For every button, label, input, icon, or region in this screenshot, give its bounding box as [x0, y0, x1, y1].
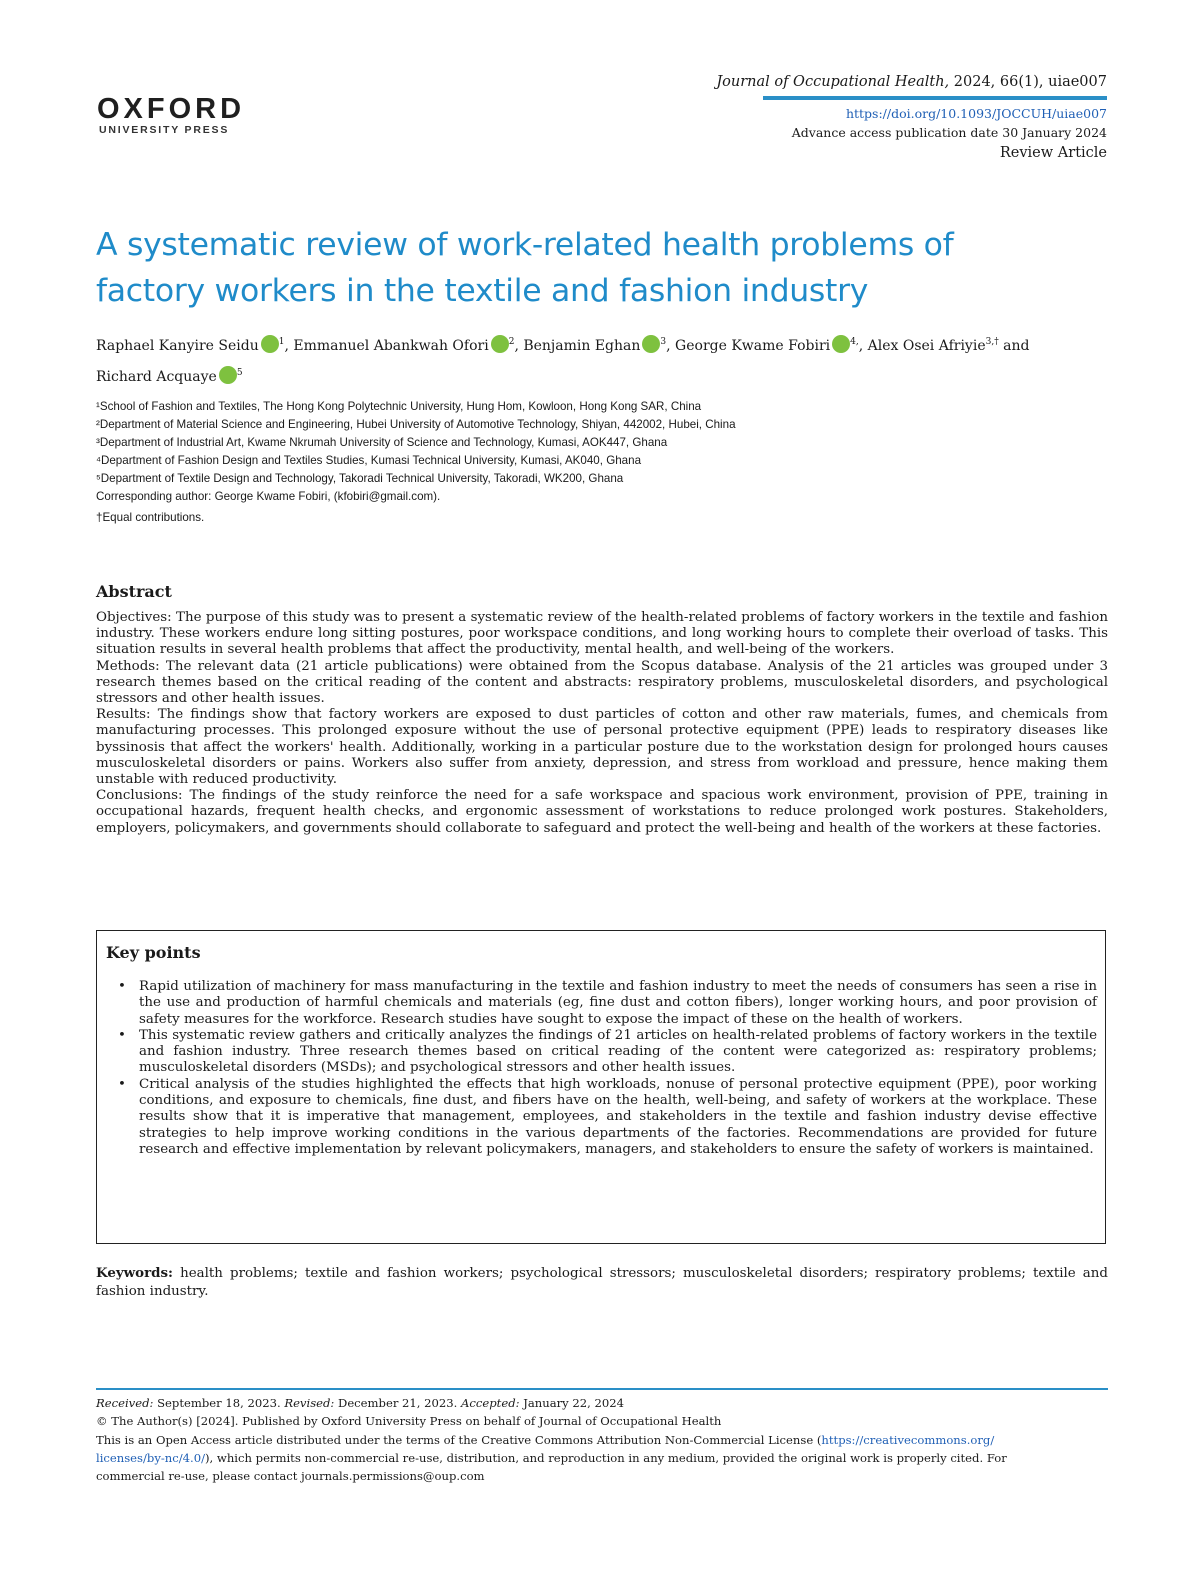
journal-volume: 2024, 66(1), uiae007 — [949, 74, 1107, 90]
conclusions-label: Conclusions: — [96, 788, 183, 804]
journal-name: Journal of Occupational Health, — [716, 74, 950, 90]
publication-date: Advance access publication date 30 January 2024 — [791, 125, 1107, 140]
affiliation-ref: 1 — [278, 337, 285, 347]
affiliation-ref: 4, — [850, 337, 859, 347]
key-point-text: This systematic review gathers and critically analyzes the findings of 21 articles on health-related problems of factory workers in the textile and fashion industry. Three research themes based on critical reading of the content were categorized as: respiratory problems; musculoskeletal disorders (MSDs); and psychological stressors and other health issues. — [139, 1027, 1097, 1076]
methods-label: Methods: — [96, 658, 160, 674]
conclusions-text: The findings of the study reinforce the need for a safe workspace and spacious work environment, provision of PPE, training in occupational hazards, frequent health checks, and ergonomic assessment of workstations to reduce prolonged work postures. Stakeholders, employers, policymakers, and governments should collaborate to safeguard and protect the well-being and health of the workers at these factories. — [96, 788, 1108, 836]
affiliation-item: ⁴Department of Fashion Design and Textiles Studies, Kumasi Technical University, Kumasi, AK040, Ghana — [96, 454, 642, 467]
author-name[interactable]: , Alex Osei Afriyie — [858, 338, 986, 354]
affiliation-ref: 3 — [660, 337, 667, 347]
key-point-item — [106, 1028, 1097, 1077]
abstract-methods — [96, 659, 1108, 708]
abstract-objectives — [96, 610, 1108, 659]
key-points-list — [106, 979, 1097, 1158]
article-type: Review Article — [999, 145, 1107, 161]
author-name[interactable]: Richard Acquaye — [96, 369, 217, 385]
publisher-logo-subtitle: UNIVERSITY PRESS — [99, 124, 230, 136]
author-name[interactable]: , Emmanuel Abankwah Ofori — [284, 338, 489, 354]
objectives-label: Objectives: — [96, 610, 172, 625]
affiliation-ref: 2 — [508, 337, 515, 347]
orcid-icon[interactable] — [642, 335, 660, 353]
key-point-item — [106, 979, 1097, 1028]
bullet-icon: • — [118, 1076, 126, 1092]
corresponding-author: Corresponding author: George Kwame Fobiri, (kfobiri@gmail.com). — [96, 490, 441, 503]
header-rule — [763, 96, 1107, 100]
license-contact: commercial re-use, please contact journals.permissions@oup.com — [96, 1469, 485, 1484]
title-line-2: factory workers in the textile and fashion industry — [96, 273, 869, 309]
affiliations — [96, 398, 1108, 527]
affiliation-item: ¹School of Fashion and Textiles, The Hong Kong Polytechnic University, Hung Hom, Kowloon, Hong Kong SAR, China — [96, 400, 702, 413]
key-points-box — [96, 930, 1106, 1244]
abstract-conclusions — [96, 788, 1108, 837]
author-conjunction: and — [998, 338, 1030, 354]
copyright: © The Author(s) [2024]. Published by Oxford University Press on behalf of Journal of Occupational Health — [96, 1414, 722, 1429]
author-name[interactable]: , Benjamin Eghan — [514, 338, 641, 354]
abstract-body — [96, 610, 1108, 837]
bullet-icon: • — [118, 979, 126, 994]
license-text: This is an Open Access article distributed under the terms of the Creative Commons Attribution Non-Commercial License ( — [96, 1432, 822, 1447]
affiliation-item: ⁵Department of Textile Design and Technology, Takoradi Technical University, Takoradi, WK200, Ghana — [96, 472, 624, 485]
key-point-text: Rapid utilization of machinery for mass manufacturing in the textile and fashion industry to meet the needs of consumers has seen a rise in the use and production of harmful chemicals and materials (eg, fine dust and cotton fibers), longer working hours, and poor provision of safety measures for the workforce. Research studies have sought to expose the impact of these on the health of workers. — [139, 979, 1097, 1027]
license-link-continued[interactable]: licenses/by-nc/4.0/ — [96, 1450, 206, 1465]
author-list — [96, 331, 1108, 393]
orcid-icon[interactable] — [491, 335, 509, 353]
orcid-icon[interactable] — [219, 366, 237, 384]
keywords-label: Keywords: — [96, 1265, 174, 1281]
affiliation-ref: 5 — [236, 368, 243, 378]
publisher-logo: OXFORD — [97, 93, 246, 125]
license-text-continued: ), which permits non-commercial re-use, distribution, and reproduction in any medium, provided the original work is properly cited. For — [205, 1450, 1007, 1465]
orcid-icon[interactable] — [832, 335, 850, 353]
article-title — [96, 222, 1106, 314]
key-points-heading: Key points — [106, 943, 201, 962]
bullet-icon: • — [118, 1027, 126, 1043]
revised-date: December 21, 2023. — [334, 1396, 458, 1410]
affiliation-ref: 3,† — [985, 337, 999, 347]
equal-contribution-note: †Equal contributions. — [96, 511, 205, 524]
title-line-1: A systematic review of work-related health problems of — [96, 227, 954, 263]
accepted-date: January 22, 2024 — [519, 1396, 625, 1410]
license-statement — [96, 1431, 1108, 1486]
revised-label: Revised: — [280, 1396, 335, 1410]
history-dates — [96, 1394, 1108, 1412]
received-label: Received: — [96, 1396, 154, 1410]
author-name[interactable]: Raphael Kanyire Seidu — [96, 338, 259, 354]
accepted-label: Accepted: — [457, 1396, 520, 1410]
license-link[interactable]: https://creativecommons.org/ — [821, 1432, 995, 1447]
objectives-text: The purpose of this study was to present a systematic review of the health-related problems of factory workers in the textile and fashion industry. These workers endure long sitting postures, poor workspace conditions, and long working hours to complete their overload of tasks. This situation results in several health problems that affect the productivity, mental health, and well-being of the workers. — [96, 610, 1108, 658]
results-text: The findings show that factory workers are exposed to dust particles of cotton and other raw materials, fumes, and chemicals from manufacturing processes. This prolonged exposure without the use of personal protective equipment (PPE) leads to respiratory diseases like byssinosis that affect the workers' health. Additionally, working in a particular posture due to the workstation design for prolonged hours causes musculoskeletal disorders or pains. Workers also suffer from anxiety, depression, and stress from workload and pressure, hence making them unstable with reduced productivity. — [96, 707, 1108, 788]
doi-link[interactable]: https://doi.org/10.1093/JOCCUH/uiae007 — [845, 106, 1107, 121]
abstract-results — [96, 707, 1108, 788]
key-point-text: Critical analysis of the studies highlighted the effects that high workloads, nonuse of personal protective equipment (PPE), poor working conditions, and exposure to chemicals, fine dust, and fibers have on the health, well-being, and safety of workers at the workplace. These results show that it is imperative that management, employees, and stakeholders in the textile and fashion industry devise effective strategies to help improve working conditions in the various departments of the factories. Recommendations are provided for future research and effective implementation by relevant policymakers, managers, and stakeholders to ensure the safety of workers is maintained. — [139, 1076, 1097, 1157]
key-point-item — [106, 1077, 1097, 1158]
abstract-heading: Abstract — [96, 582, 172, 601]
results-label: Results: — [96, 707, 151, 723]
methods-text: The relevant data (21 article publications) were obtained from the Scopus database. Analysis of the 21 articles was grouped under 3 research themes based on the critical reading of the content and abstracts: respiratory problems, musculoskeletal disorders, and psychological stressors and other health issues. — [96, 658, 1108, 707]
affiliation-item: ³Department of Industrial Art, Kwame Nkrumah University of Science and Technology, Kumasi, AOK447, Ghana — [96, 436, 668, 449]
footer-notes — [96, 1394, 1108, 1485]
author-name[interactable]: , George Kwame Fobiri — [666, 338, 831, 354]
journal-citation — [716, 74, 1107, 90]
orcid-icon[interactable] — [261, 335, 279, 353]
keywords — [96, 1264, 1108, 1301]
keywords-text: health problems; textile and fashion workers; psychological stressors; musculoskeletal disorders; respiratory problems; textile and fashion industry. — [96, 1266, 1108, 1299]
footer-rule — [96, 1388, 1108, 1390]
received-date: September 18, 2023. — [153, 1396, 281, 1410]
affiliation-item: ²Department of Material Science and Engineering, Hubei University of Automotive Technology, Shiyan, 442002, Hubei, China — [96, 418, 736, 431]
